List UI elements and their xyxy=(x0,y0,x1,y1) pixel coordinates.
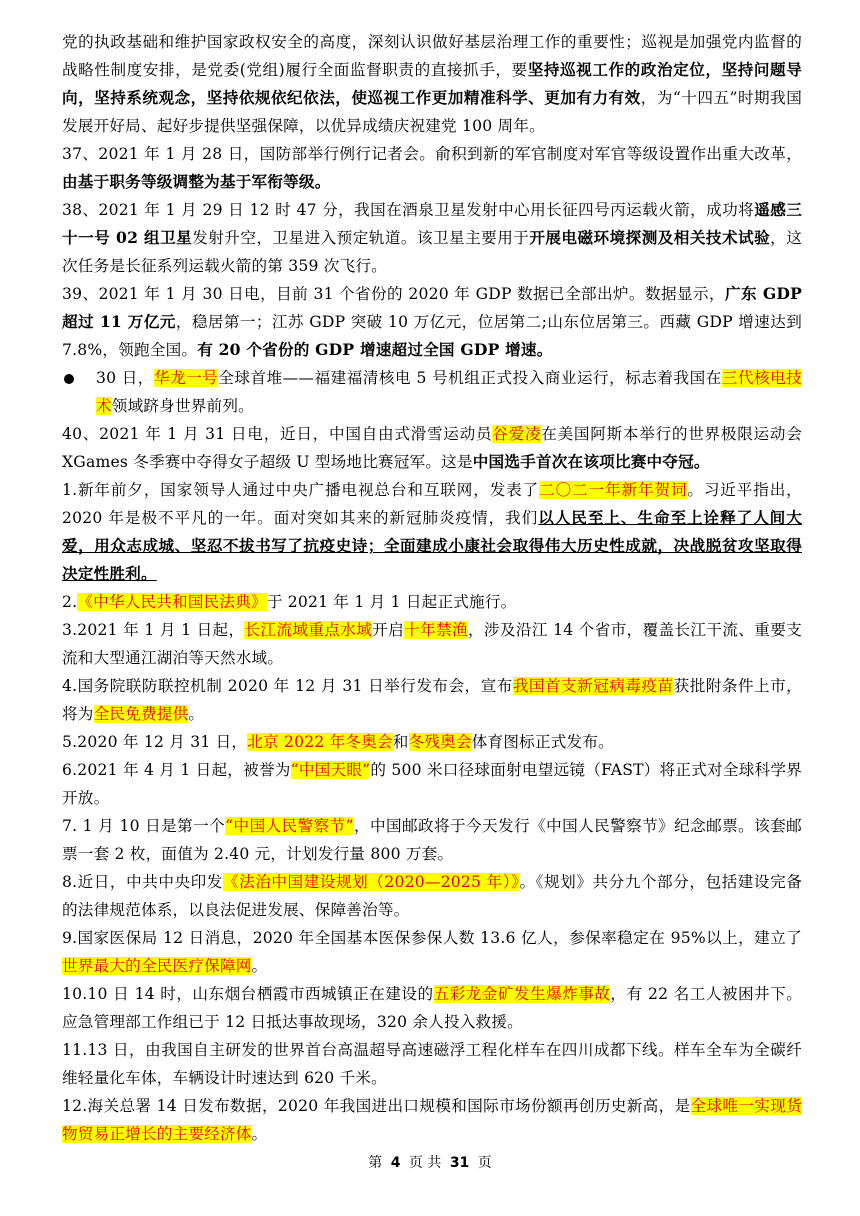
highlighted-text: 《中华人民共和国民法典》 xyxy=(77,593,267,611)
text: 获批附条件上市，将为 xyxy=(62,677,802,723)
text: 在美国阿斯本举行的世界极限运动会 XGames 冬季赛中夺得女子超级 U 型场地比赛冠军。这是 xyxy=(62,425,802,471)
bullet-dot-icon xyxy=(64,374,74,384)
text: 。 xyxy=(251,957,268,975)
highlighted-text: 五彩龙金矿发生爆炸事故 xyxy=(433,985,611,1003)
news-item-3 xyxy=(62,616,802,672)
paragraph-37 xyxy=(62,140,802,196)
text: 。《规划》共分九个部分，包括建设完备的法律规范体系，以良法促进发展、保障善治等。 xyxy=(62,873,803,919)
highlighted-text: “中国天眼” xyxy=(290,761,371,779)
text: 39、2021 年 1 月 30 日电，目前 31 个省份的 2020 年 GDP 数据已全部出炉。数据显示， xyxy=(62,285,725,303)
text: 体育图标正式发布。 xyxy=(471,733,614,751)
document-page xyxy=(62,28,802,1148)
bold-text: 由基于职务等级调整为基于军衔等级。 xyxy=(62,172,331,191)
bold-text: 坚持巡视工作的政治定位，坚持问题导向，坚持系统观念，坚持依规依纪依法，使巡视工作更加精准科学、更加有力有效 xyxy=(62,60,802,107)
text: ，为“十四五”时期我国发展开好局、起好步提供坚强保障，以优异成绩庆祝建党 100 周年。 xyxy=(62,89,803,135)
paragraph-38 xyxy=(62,196,802,280)
highlighted-text: 冬残奥会 xyxy=(408,733,472,751)
news-item-4 xyxy=(62,672,802,728)
footer-text: 页 xyxy=(477,1155,492,1171)
text: 。 xyxy=(188,705,205,723)
highlighted-text: 谷爱凌 xyxy=(492,425,542,443)
highlighted-text: 我国首支新冠病毒疫苗 xyxy=(512,677,674,695)
highlighted-text: 华龙一号 xyxy=(153,369,219,387)
news-item-10 xyxy=(62,980,802,1036)
text: 5.2020 年 12 月 31 日， xyxy=(62,733,248,751)
total-page-count: 31 xyxy=(449,1155,470,1171)
footer-text: 第 xyxy=(368,1155,383,1171)
news-item-12 xyxy=(62,1092,802,1148)
highlighted-text: 全民免费提供 xyxy=(93,705,189,723)
text: 6.2021 年 4 月 1 日起，被誉为 xyxy=(62,761,291,779)
text: 37、2021 年 1 月 28 日，国防部举行例行记者会。俞积到新的军官制度对军官等级设置作出重大改革， xyxy=(62,145,802,163)
paragraph-39 xyxy=(62,280,802,364)
footer-text: 页 xyxy=(408,1155,423,1171)
text: ，中国邮政将于今天发行《中国人民警察节》纪念邮票。该套邮票一套 2 枚，面值为 2.40 元，计划发行量 800 万套。 xyxy=(62,817,802,863)
page-footer xyxy=(0,1152,860,1172)
text: 。习近平指出，2020 年是极不平凡的一年。面对突如其来的新冠肺炎疫情，我们 xyxy=(62,481,802,527)
text: ，稳居第一；江苏 GDP 突破 10 万亿元，位居第二;山东位居第三。西藏 GDP 增速达到 7.8%，领跑全国。 xyxy=(62,313,802,359)
text: 于 2021 年 1 月 1 日起正式施行。 xyxy=(266,593,517,611)
bold-text: 有 20 个省份的 GDP 增速超过全国 GDP 增速。 xyxy=(197,340,553,359)
highlighted-text: 长江流域重点水域 xyxy=(244,621,373,639)
text: 10.10 日 14 时，山东烟台栖霞市西城镇正在建设的 xyxy=(62,985,434,1003)
highlighted-text: 《法治中国建设规划（2020—2025 年）》 xyxy=(222,873,520,891)
highlighted-text: 十年禁渔 xyxy=(404,621,468,639)
highlighted-text: 北京 2022 年冬奥会 xyxy=(247,733,393,751)
text: 30 日， xyxy=(96,369,154,387)
news-item-7 xyxy=(62,812,802,868)
text: 8.近日，中共中央印发 xyxy=(62,873,223,891)
highlighted-text: 二〇二一年新年贺词 xyxy=(539,481,688,499)
text: 党的执政基础和维护国家政权安全的高度，深刻认识做好基层治理工作的重要性；巡视是加强党内监督的战略性制度安排，是党委(党组)履行全面监督职责的直接抓手，要 xyxy=(62,33,802,79)
highlighted-text: 世界最大的全民医疗保障网 xyxy=(62,957,252,975)
paragraph-40 xyxy=(62,420,802,476)
news-item-1 xyxy=(62,476,802,588)
text: 7. 1 月 10 日是第一个 xyxy=(62,817,226,835)
news-item-9 xyxy=(62,924,802,980)
text: 全球首堆——福建福清核电 5 号机组正式投入商业运行，标志着我国在 xyxy=(218,369,722,387)
news-item-5 xyxy=(62,728,802,756)
news-item-11 xyxy=(62,1036,802,1092)
text: 开启 xyxy=(372,621,405,639)
text: 12.海关总署 14 日发布数据，2020 年我国进出口规模和国际市场份额再创历史新高，是 xyxy=(62,1097,691,1115)
text: 9.国家医保局 12 日消息，2020 年全国基本医保参保人数 13.6 亿人，参保率稳定在 95%以上，建立了 xyxy=(62,929,802,947)
footer-text: 共 xyxy=(427,1155,442,1171)
highlighted-text: 三代核电技术 xyxy=(96,369,802,415)
text: 11.13 日，由我国自主研发的世界首台高温超导高速磁浮工程化样车在四川成都下线。样车全车为全碳纤维轻量化车体，车辆设计时速达到 620 千米。 xyxy=(62,1041,802,1087)
bullet-item xyxy=(62,364,802,420)
text: 1.新年前夕，国家领导人通过中央广播电视总台和互联网，发表了 xyxy=(62,481,540,499)
text: 和 xyxy=(392,733,409,751)
bold-text: 中国选手首次在该项比赛中夺冠。 xyxy=(472,452,710,471)
text: ，涉及沿江 14 个省市，覆盖长江干流、重要支流和大型通江湖泊等天然水域。 xyxy=(62,621,802,667)
bold-text: 遥感三十一号 02 组卫星 xyxy=(62,200,802,247)
news-item-8 xyxy=(62,868,802,924)
text: ，有 22 名工人被困井下。应急管理部工作组已于 12 日抵达事故现场，320 余人投入救援。 xyxy=(62,985,802,1031)
underlined-text: 以人民至上、生命至上诠释了人间大爱，用众志成城、坚忍不拔书写了抗疫史诗；全面建成小康社会取得伟大历史性成就，决战脱贫攻坚取得决定性胜利。 xyxy=(62,508,802,583)
text: 领域跻身世界前列。 xyxy=(111,397,254,415)
news-item-2 xyxy=(62,588,802,616)
text: 3.2021 年 1 月 1 日起， xyxy=(62,621,245,639)
text: 40、2021 年 1 月 31 日电，近日，中国自由式滑雪运动员 xyxy=(62,425,493,443)
bold-text: 广东 GDP 超过 11 万亿元 xyxy=(62,284,802,331)
text: 的 500 米口径球面射电望远镜（FAST）将正式对全球科学界开放。 xyxy=(62,761,802,807)
text: 4.国务院联防联控机制 2020 年 12 月 31 日举行发布会，宣布 xyxy=(62,677,513,695)
current-page-number: 4 xyxy=(390,1155,401,1171)
bold-text: 开展电磁环境探测及相关技术试验 xyxy=(529,228,771,247)
text: 2. xyxy=(62,593,78,611)
text: 38、2021 年 1 月 29 日 12 时 47 分，我国在酒泉卫星发射中心用长征四号丙运载火箭，成功将 xyxy=(62,201,755,219)
news-item-6 xyxy=(62,756,802,812)
highlighted-text: 全球唯一实现货物贸易正增长的主要经济体 xyxy=(62,1097,802,1143)
text: 。 xyxy=(251,1125,268,1143)
text: ，这次任务是长征系列运载火箭的第 359 次飞行。 xyxy=(62,229,802,275)
text: 发射升空，卫星进入预定轨道。该卫星主要用于 xyxy=(192,229,530,247)
highlighted-text: “中国人民警察节” xyxy=(225,817,354,835)
paragraph-continuation xyxy=(62,28,802,140)
